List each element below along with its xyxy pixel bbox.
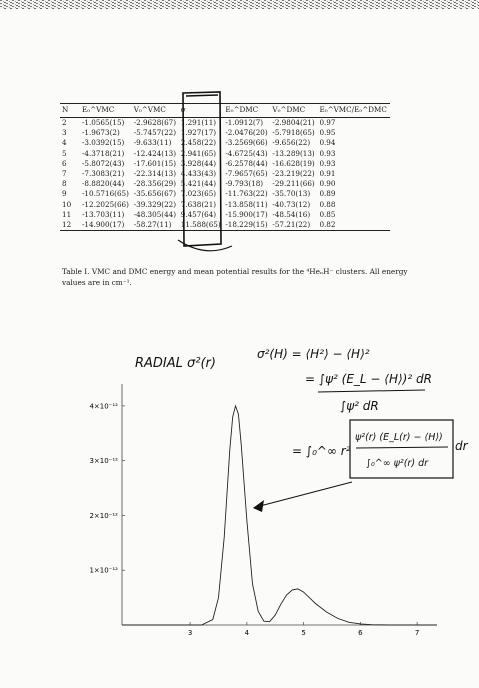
table-cell: 11.588(65) <box>179 220 224 231</box>
table-cell: -39.329(22) <box>133 199 177 209</box>
annotation-arrow <box>260 482 352 506</box>
table-cell: -9.656(22) <box>272 138 311 148</box>
table-cell: -18.229(15) <box>223 220 270 231</box>
table-cell: -5.7457(22) <box>133 128 177 138</box>
table-cell: -13.289(13) <box>272 148 315 158</box>
table-cell: 7 <box>62 169 67 179</box>
fraction-bar-1 <box>318 390 425 392</box>
table-cell: 0.97 <box>319 118 336 127</box>
table-cell: 12 <box>60 220 80 231</box>
table-cell: 0.94 <box>319 138 336 148</box>
table-cell: 2.458(22) <box>180 138 217 148</box>
table-cell: -12.424(13) <box>133 148 177 158</box>
table-cell: -4.3718(21) <box>82 148 125 158</box>
table-cell: -5.7918(65) <box>272 128 315 138</box>
table-cell: -1.9673(2) <box>82 128 120 138</box>
table-cell: -9.633(11) <box>133 138 172 148</box>
table-cell: 3 <box>62 128 67 138</box>
table-cell: 10 <box>62 199 72 209</box>
col-header-v-vmc: V₀^VMC <box>132 104 179 118</box>
annotation-arrowhead <box>253 500 264 512</box>
variance-equation-line1: σ²(H) = ⟨H²⟩ − ⟨H⟩² <box>257 347 370 361</box>
variance-equation-line3-suffix: dr <box>455 439 468 453</box>
table-cell: -3.0392(15) <box>82 138 125 148</box>
table-cell: -2.9628(67) <box>133 118 177 127</box>
table-cell: -28.356(29) <box>133 179 177 189</box>
table-cell: 3.928(44) <box>180 158 217 168</box>
table-cell: -57.21(22) <box>270 220 317 231</box>
table-cell: -14.900(17) <box>80 220 132 231</box>
col-header-v-dmc: V₀^DMC <box>270 104 317 118</box>
table-cell: -8.8820(44) <box>82 179 125 189</box>
table-cell: 1.927(17) <box>180 128 217 138</box>
x-tick-label: 3 <box>187 629 193 637</box>
table-cell: 2.941(65) <box>180 148 217 158</box>
table-cell: -23.219(22) <box>272 169 315 179</box>
table-cell: 0.91 <box>319 169 336 179</box>
table-cell: 0.90 <box>319 179 336 189</box>
y-tick-label: 3×10⁻¹² <box>89 457 118 466</box>
variance-equation-line3-num: ψ²(r) (E_L(r) − ⟨H⟩) <box>355 432 443 443</box>
y-tick-label: 1×10⁻¹² <box>89 566 118 575</box>
table-cell: 0.85 <box>319 209 336 219</box>
table-cell: -12.2025(66) <box>82 199 129 209</box>
table-cell: -17.601(15) <box>133 158 177 168</box>
table-cell: -35.70(13) <box>272 189 311 199</box>
table-cell: 11 <box>62 209 72 219</box>
equation-box <box>350 420 453 478</box>
table-cell: -1.0565(15) <box>82 118 125 127</box>
table-cell: -48.305(44) <box>133 209 177 219</box>
table-cell: 9 <box>62 189 67 199</box>
table-cell: 0.93 <box>319 158 336 168</box>
table-cell: -35.656(67) <box>133 189 177 199</box>
table-cell: -16.628(19) <box>272 158 315 168</box>
table-cell: 7.023(65) <box>180 189 217 199</box>
table-cell: -2.0476(20) <box>225 128 268 138</box>
table-cell: -7.3083(21) <box>82 169 125 179</box>
table-cell: 0.95 <box>319 128 336 138</box>
sigma-column-box <box>183 92 221 246</box>
table-cell: -15.900(17) <box>225 209 268 219</box>
table-cell: 9.457(64) <box>180 209 217 219</box>
table-cell: -13.858(11) <box>225 199 268 209</box>
table-cell: -1.0912(7) <box>225 118 264 127</box>
table-cell: -9.793(18) <box>225 179 264 189</box>
table-cell: 1.291(11) <box>180 118 217 127</box>
table-cell: -4.6725(43) <box>225 148 268 158</box>
table-cell: -40.73(12) <box>272 199 311 209</box>
col-header-n: N <box>60 104 80 118</box>
col-header-e-dmc: E₀^DMC <box>223 104 270 118</box>
table-cell: 4.433(43) <box>180 169 217 179</box>
y-tick-label: 4×10⁻¹² <box>89 402 118 411</box>
table-cell: -29.211(66) <box>272 179 315 189</box>
table-cell: 0.93 <box>319 148 336 158</box>
fraction-bar-2 <box>356 447 448 448</box>
col-header-sigma: σ <box>179 104 224 118</box>
table-cell: 7.638(21) <box>180 199 217 209</box>
variance-equation-line2-den: ∫ψ² dR <box>340 399 379 413</box>
table-cell: 0.89 <box>319 189 336 199</box>
x-tick-label: 4 <box>244 629 250 637</box>
table-cell: -2.9804(21) <box>272 118 315 127</box>
table-cell: 5.421(44) <box>180 179 217 189</box>
x-tick-label: 6 <box>358 629 363 637</box>
table-cell: 0.88 <box>319 199 336 209</box>
col-header-ratio: E₀^VMC/E₀^DMC <box>317 104 390 118</box>
variance-equation-line3-den: ∫₀^∞ ψ²(r) dr <box>366 458 429 469</box>
x-tick-label: 7 <box>414 629 420 637</box>
x-tick-label: 5 <box>301 629 306 637</box>
table-caption: Table I. VMC and DMC energy and mean potential results for the ⁴HeₙH⁻ clusters. All energy values are in cm⁻¹. <box>62 267 408 287</box>
table-cell: -6.2578(44) <box>225 158 268 168</box>
radial-variance-label: RADIAL σ²(r) <box>135 356 216 371</box>
table-cell: -22.314(13) <box>133 169 177 179</box>
table-cell: -5.8072(43) <box>82 158 125 168</box>
table-cell: 4 <box>62 138 67 148</box>
table-cell: -13.703(11) <box>82 209 125 219</box>
variance-equation-line3-prefix: = ∫₀^∞ r² <box>292 444 351 458</box>
table-cell: 0.82 <box>317 220 390 231</box>
table-cell: 5 <box>62 148 67 158</box>
table-cell: 2 <box>62 118 67 127</box>
col-header-e-vmc: E₀^VMC <box>80 104 132 118</box>
table-cell: 8 <box>62 179 67 189</box>
table-cell: -3.2569(66) <box>225 138 268 148</box>
table-cell: -48.54(16) <box>272 209 311 219</box>
y-tick-label: 2×10⁻¹² <box>89 511 118 520</box>
table-cell: 6 <box>62 158 67 168</box>
variance-equation-line2-num: = ∫ψ² (E_L − ⟨H⟩)² dR <box>305 372 432 386</box>
table-cell: -11.763(22) <box>225 189 268 199</box>
table-cell: -58.27(11) <box>132 220 179 231</box>
table-cell: -7.9657(65) <box>225 169 268 179</box>
table-cell: -10.5716(65) <box>82 189 129 199</box>
